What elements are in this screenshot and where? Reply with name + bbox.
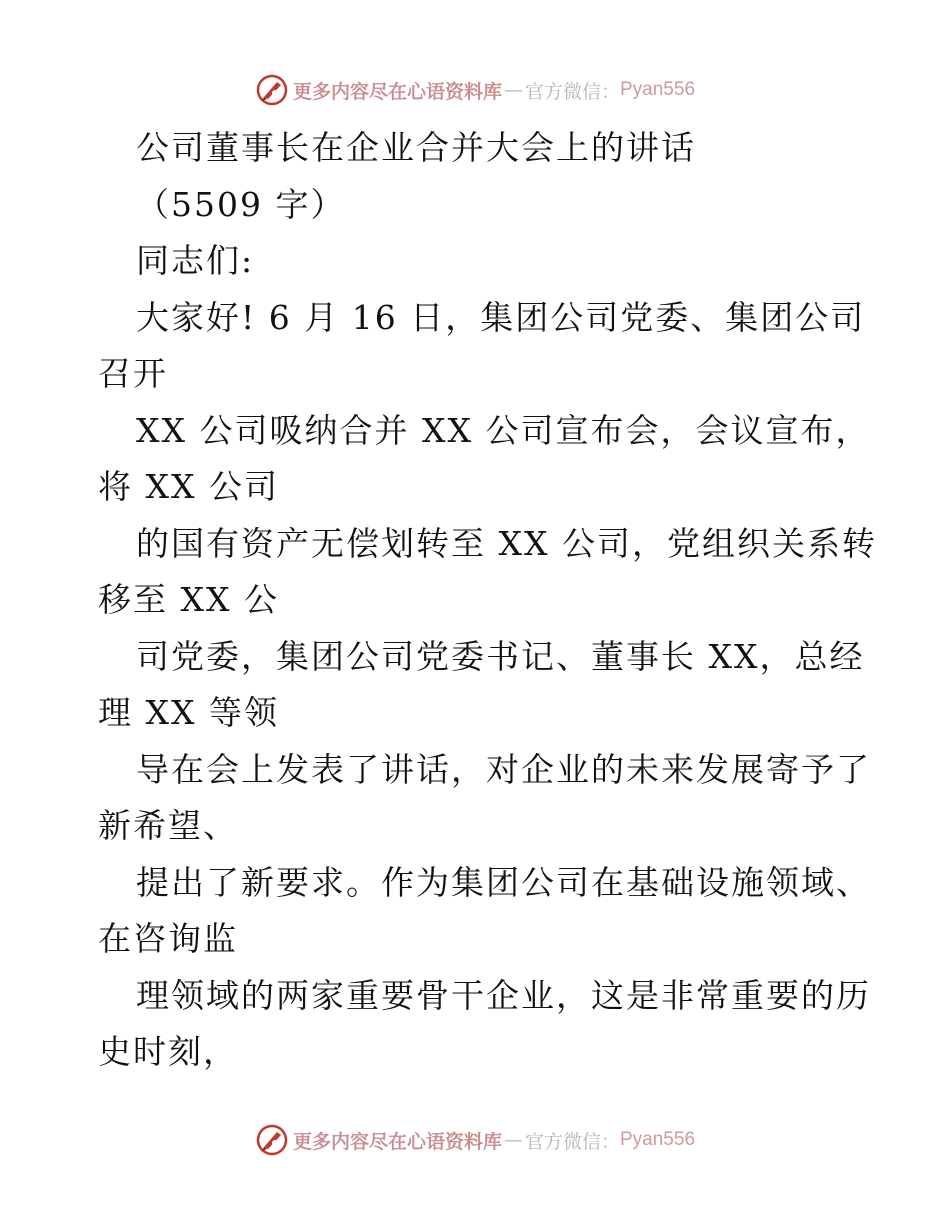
watermark-brand: 更多内容尽在心语资料库	[292, 80, 502, 103]
text-line: 理领域的两家重要骨干企业，这是非常重要的历	[136, 975, 871, 1015]
word-count: （5509 字）	[136, 184, 346, 224]
salutation: 同志们:	[136, 241, 255, 280]
watermark-wechat-label: 官方微信：	[524, 80, 620, 103]
text-line: 提出了新要求。作为集团公司在基础设施领域、	[136, 862, 871, 902]
watermark-wechat-id: Pyan556	[620, 79, 696, 100]
document-title: 公司董事长在企业合并大会上的讲话	[136, 128, 696, 167]
watermark-wechat-label: 官方微信：	[524, 1130, 620, 1153]
text-line: 将 XX 公司	[98, 467, 279, 506]
header-watermark	[0, 70, 950, 110]
text-line: 导在会上发表了讲话，对企业的未来发展寄予了	[136, 749, 871, 789]
text-line: 新希望、	[98, 806, 238, 845]
document-body	[98, 120, 877, 1081]
text-line: 召开	[98, 354, 168, 393]
text-line: 移至 XX 公	[98, 580, 279, 619]
text-line: 史时刻，	[98, 1032, 238, 1071]
text-line: 的国有资产无偿划转至 XX 公司，党组织关系转	[136, 523, 877, 563]
watermark-separator: —	[503, 79, 523, 101]
brand-logo-icon	[255, 1123, 289, 1157]
text-line: 在咨询监	[98, 919, 238, 958]
footer-watermark	[0, 1120, 950, 1160]
brand-logo-icon	[255, 73, 289, 107]
watermark-brand: 更多内容尽在心语资料库	[292, 1130, 502, 1153]
text-line: 大家好! 6 月 16 日，集团公司党委、集团公司	[136, 297, 866, 337]
text-line: 司党委，集团公司党委书记、董事长 XX，总经	[136, 636, 865, 676]
text-line: 理 XX 等领	[98, 693, 279, 732]
text-line: XX 公司吸纳合并 XX 公司宣布会，会议宣布，	[136, 410, 871, 450]
watermark-wechat-id: Pyan556	[620, 1129, 696, 1150]
watermark-separator: —	[503, 1129, 523, 1151]
